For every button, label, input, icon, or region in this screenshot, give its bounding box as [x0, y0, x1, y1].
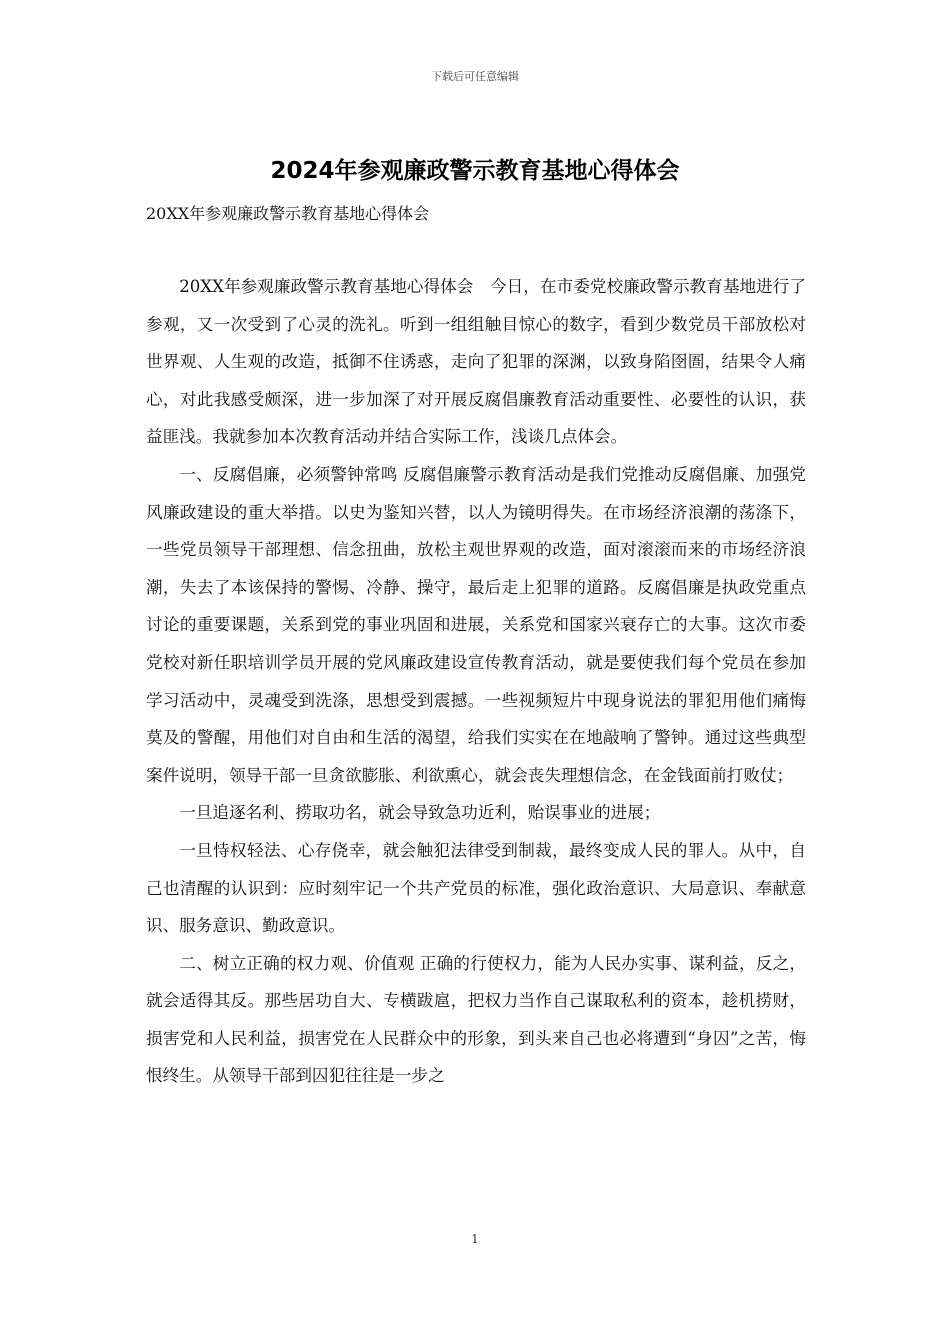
- document-subtitle: 20XX年参观廉政警示教育基地心得体会: [146, 204, 430, 223]
- paragraph-section-one: 一、反腐倡廉，必须警钟常鸣 反腐倡廉警示教育活动是我们党推动反腐倡廉、加强党风廉政建设的重大举措。以史为鉴知兴替，以人为镜明得失。在市场经济浪潮的荡涤下，一些党员领导干部理想、信念扭曲，放松主观世界观的改造，面对滚滚而来的市场经济浪潮，失去了本该保持的警惕、冷静、操守，最后走上犯罪的道路。反腐倡廉是执政党重点讨论的重要课题，关系到党的事业巩固和进展，关系党和国家兴衰存亡的大事。这次市委党校对新任职培训学员开展的党风廉政建设宣传教育活动，就是要使我们每个党员在参加学习活动中，灵魂受到洗涤，思想受到震撼。一些视频短片中现身说法的罪犯用他们痛悔莫及的警醒，用他们对自由和生活的渴望，给我们实实在在地敲响了警钟。通过这些典型案件说明，领导干部一旦贪欲膨胀、利欲熏心，就会丧失理想信念，在金钱面前打败仗；: [146, 464, 806, 785]
- document-body: [146, 268, 806, 1095]
- paragraph-intro: 20XX年参观廉政警示教育基地心得体会 今日，在市委党校廉政警示教育基地进行了参观，又一次受到了心灵的洗礼。听到一组组触目惊心的数字，看到少数党员干部放松对世界观、人生观的改造，抵御不住诱惑，走向了犯罪的深渊，以致身陷囹圄，结果令人痛心，对此我感受颇深，进一步加深了对开展反腐倡廉教育活动重要性、必要性的认识，获益匪浅。我就参加本次教育活动并结合实际工作，浅谈几点体会。: [146, 277, 806, 447]
- page-header-note: 下载后可任意编辑: [431, 70, 519, 83]
- page-number: 1: [471, 1232, 479, 1246]
- paragraph-fame-pursuit: 一旦追逐名利、捞取功名，就会导致急功近利，贻误事业的进展；: [179, 803, 661, 823]
- document-title: 2024年参观廉政警示教育基地心得体会: [270, 158, 680, 184]
- paragraph-section-two: 二、树立正确的权力观、价值观 正确的行使权力，能为人民办实事、谋利益，反之，就会适得其反。那些居功自大、专横跋扈，把权力当作自己谋取私利的资本，趁机捞财，损害党和人民利益，损害党在人民群众中的形象，到头来自己也必将遭到“身囚”之苦，悔恨终生。从领导干部到囚犯往往是一步之: [146, 953, 806, 1086]
- paragraph-abuse-of-power: 一旦恃权轻法、心存侥幸，就会触犯法律受到制裁，最终变成人民的罪人。从中，自己也清醒的认识到：应时刻牢记一个共产党员的标准，强化政治意识、大局意识、奉献意识、服务意识、勤政意识。: [146, 840, 806, 936]
